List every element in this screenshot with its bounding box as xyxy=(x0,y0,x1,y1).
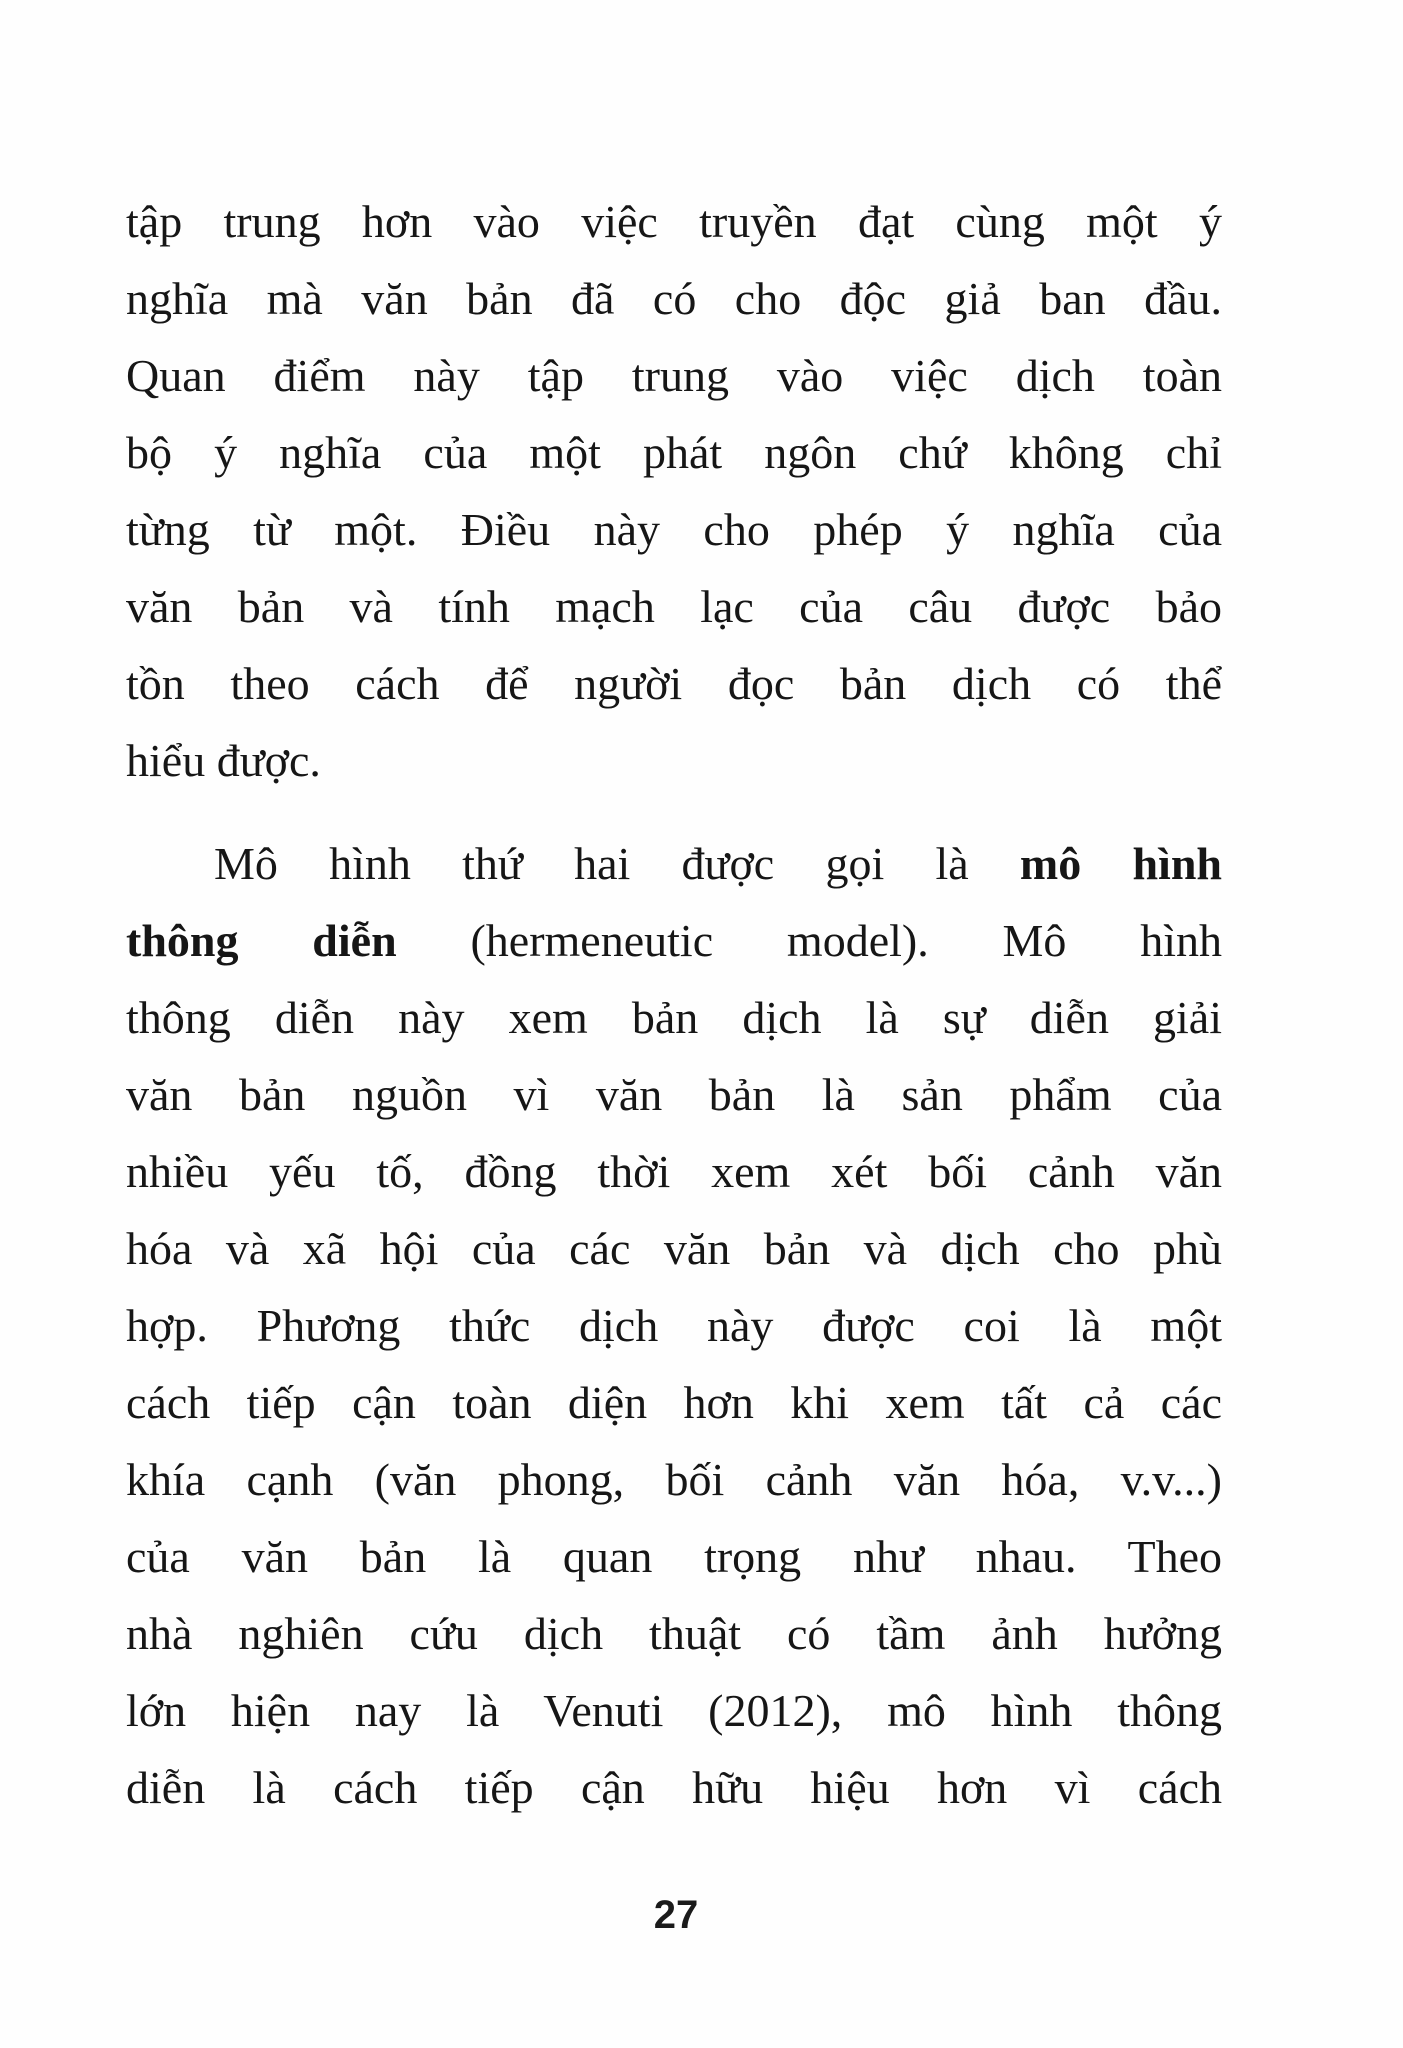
bold-term: mô hình xyxy=(1019,838,1222,889)
text-line: hiểu được. xyxy=(126,735,321,786)
text-line: hợp. Phương thức dịch này được coi là một xyxy=(126,1300,1222,1351)
paragraph-2 xyxy=(126,825,1222,1826)
text-line: diễn là cách tiếp cận hữu hiệu hơn vì cách xyxy=(126,1762,1222,1813)
text-line: lớn hiện nay là Venuti (2012), mô hình thông xyxy=(126,1685,1222,1736)
page-number: 27 xyxy=(653,1893,699,1937)
text-line: tồn theo cách để người đọc bản dịch có thể xyxy=(126,658,1222,709)
text-line: của văn bản là quan trọng như nhau. Theo xyxy=(126,1531,1222,1582)
text-line: khía cạnh (văn phong, bối cảnh văn hóa, v.v...) xyxy=(126,1454,1222,1505)
text-line: thông diễn này xem bản dịch là sự diễn giải xyxy=(126,992,1222,1043)
bold-term: thông diễn xyxy=(126,915,397,966)
text-line: Quan điểm này tập trung vào việc dịch toàn xyxy=(126,350,1222,401)
text-line xyxy=(126,825,1222,902)
text-line: hóa và xã hội của các văn bản và dịch cho phù xyxy=(126,1223,1222,1274)
text-segment: Mô hình thứ hai được gọi là xyxy=(214,838,1020,889)
text-line: nghĩa mà văn bản đã có cho độc giả ban đầu. xyxy=(126,273,1222,324)
text-line: tập trung hơn vào việc truyền đạt cùng một ý xyxy=(126,196,1222,247)
text-line: nhà nghiên cứu dịch thuật có tầm ảnh hưởng xyxy=(126,1608,1222,1659)
paragraph-1 xyxy=(126,183,1222,799)
text-segment: (hermeneutic model). Mô hình xyxy=(396,915,1222,966)
text-line: bộ ý nghĩa của một phát ngôn chứ không chỉ xyxy=(126,427,1222,478)
text-line: cách tiếp cận toàn diện hơn khi xem tất cả các xyxy=(126,1377,1222,1428)
text-line: nhiều yếu tố, đồng thời xem xét bối cảnh văn xyxy=(126,1146,1222,1197)
text-line: từng từ một. Điều này cho phép ý nghĩa của xyxy=(126,504,1222,555)
text-line xyxy=(126,902,1222,979)
text-line: văn bản nguồn vì văn bản là sản phẩm của xyxy=(126,1069,1222,1120)
text-line: văn bản và tính mạch lạc của câu được bảo xyxy=(126,581,1222,632)
